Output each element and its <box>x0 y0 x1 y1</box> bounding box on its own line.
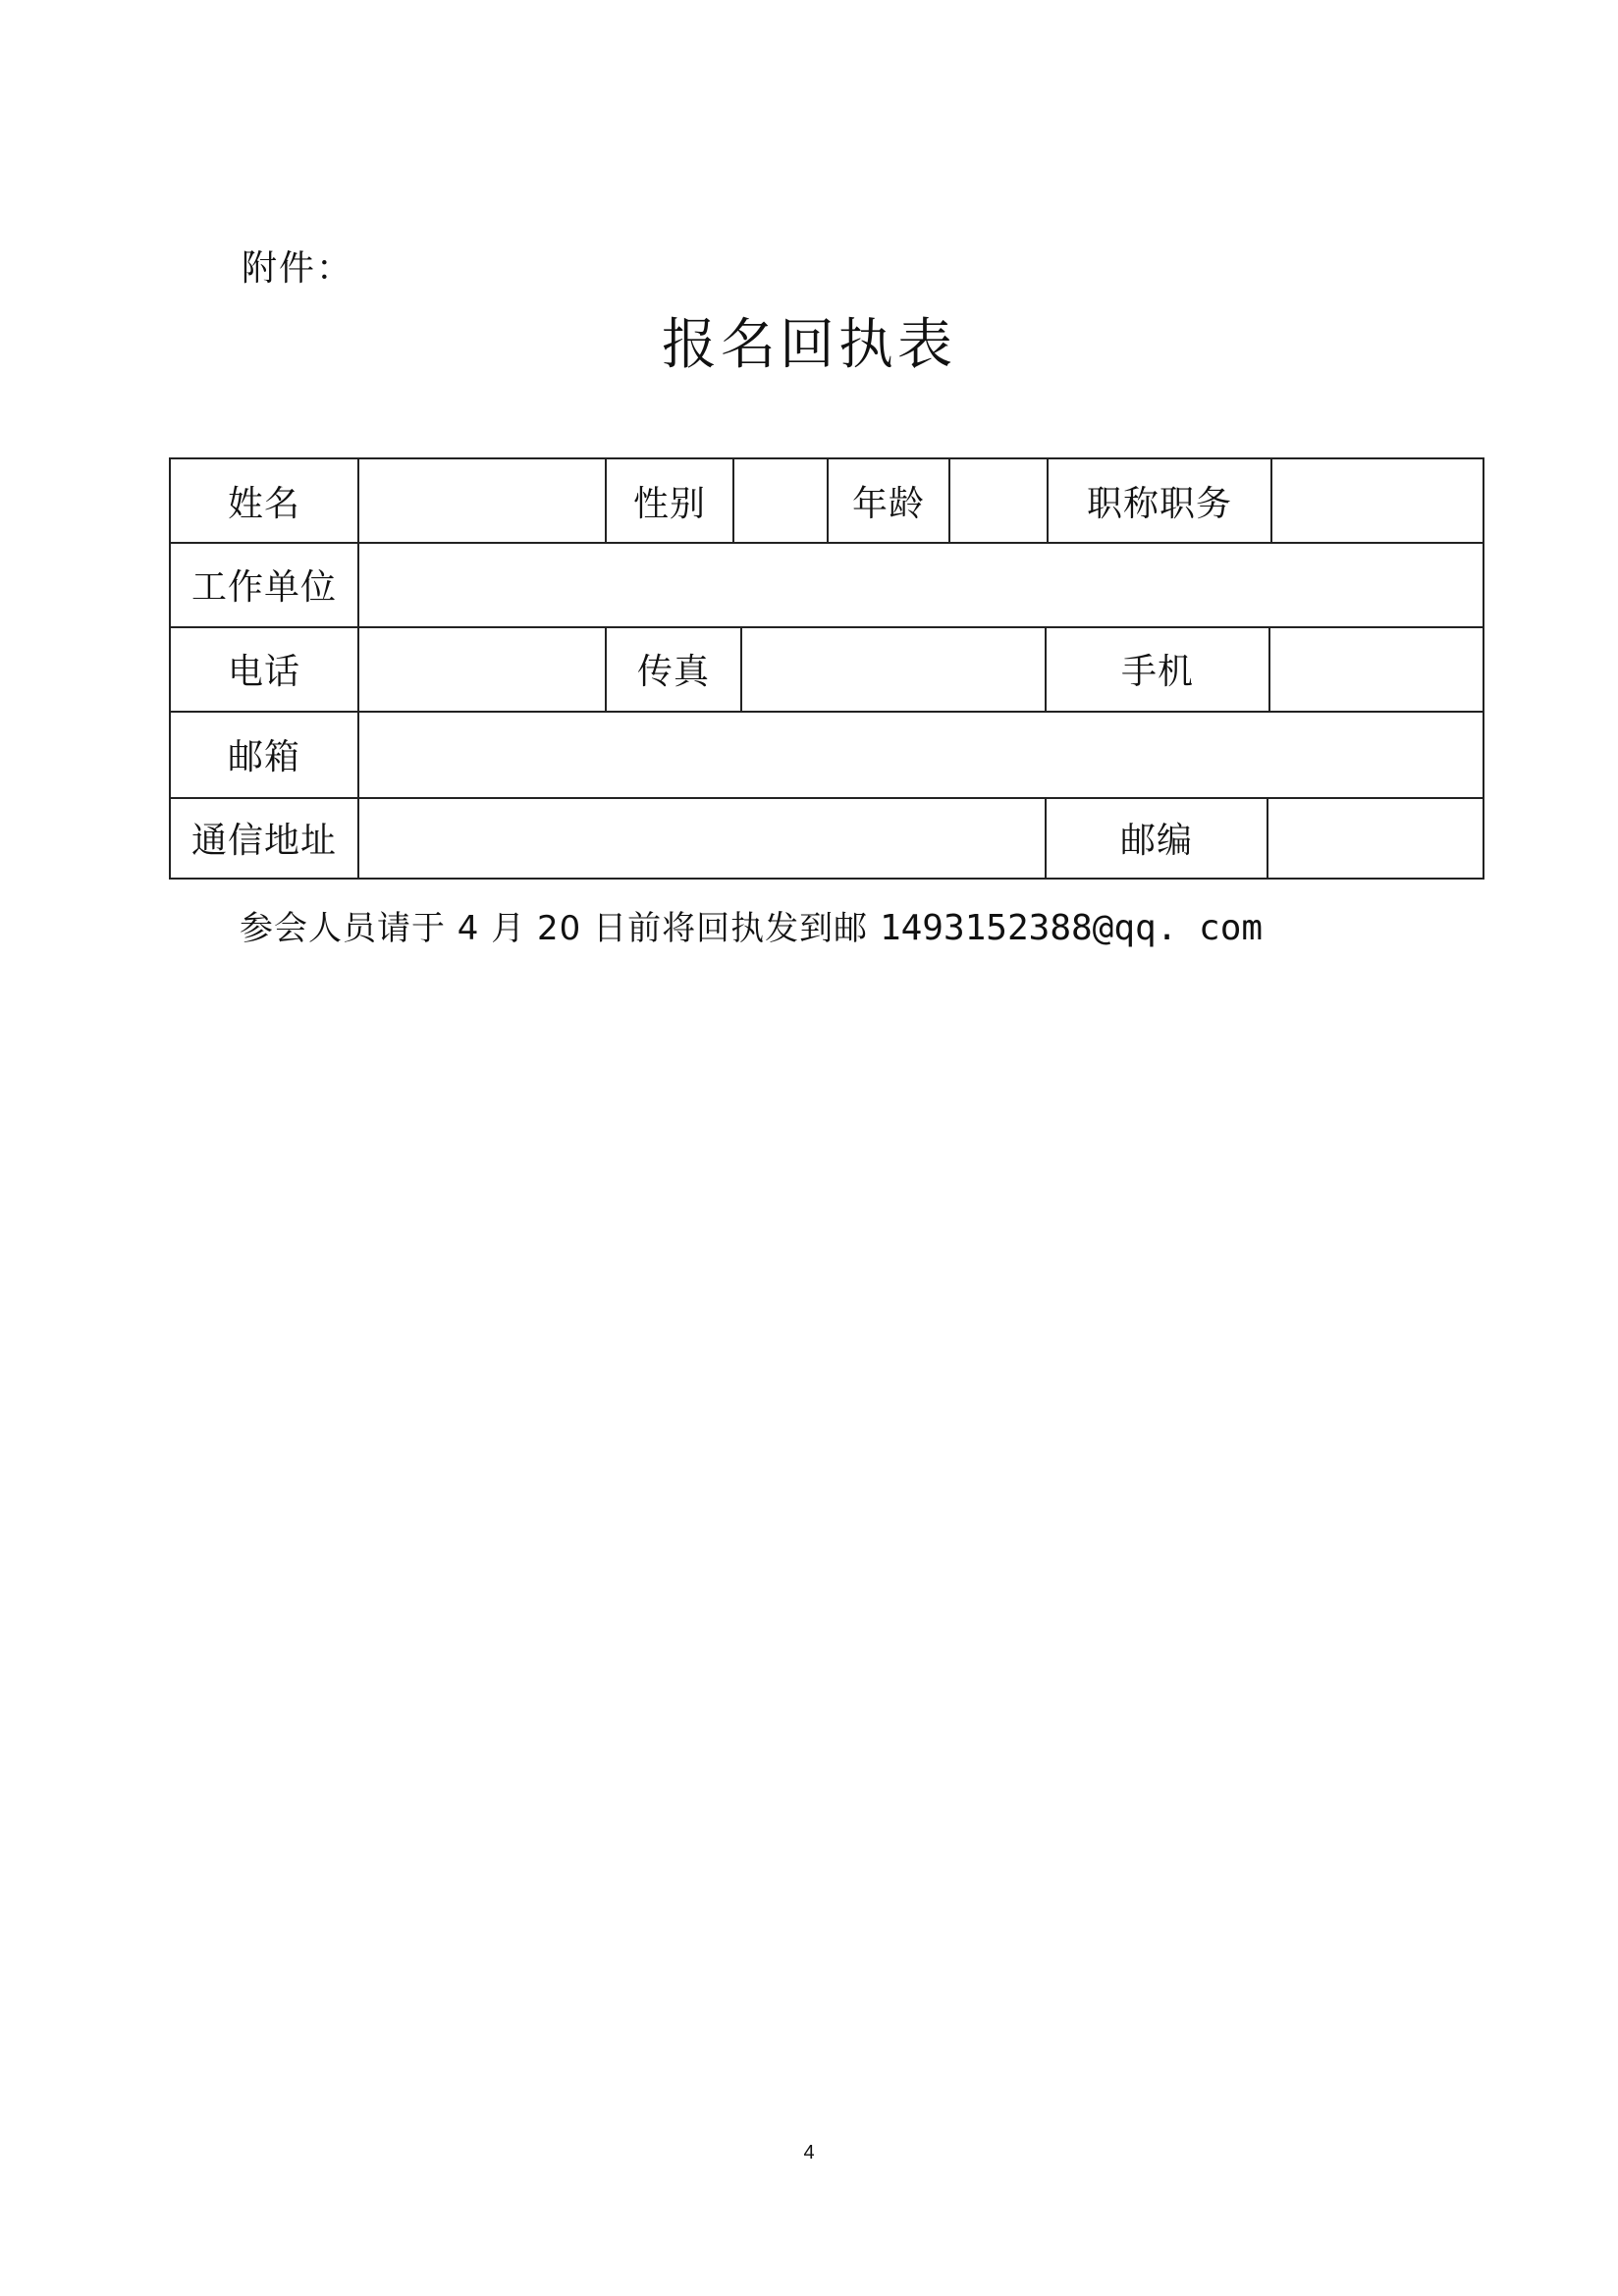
age-field[interactable] <box>950 459 1049 542</box>
address-field[interactable] <box>359 797 1047 878</box>
form-title: 报名回执表 <box>662 313 956 377</box>
form-row-email <box>171 711 1483 799</box>
email-label: 邮箱 <box>171 711 359 797</box>
postcode-field[interactable] <box>1268 797 1483 878</box>
form-row-personal <box>171 459 1483 544</box>
address-label: 通信地址 <box>171 797 359 878</box>
email-field[interactable] <box>359 711 1483 797</box>
title-position-label: 职称职务 <box>1049 459 1272 542</box>
fax-label: 传真 <box>607 626 742 711</box>
mobile-field[interactable] <box>1270 626 1483 711</box>
phone-field[interactable] <box>359 626 607 711</box>
postcode-label: 邮编 <box>1047 797 1268 878</box>
work-unit-field[interactable] <box>359 542 1483 626</box>
submission-note <box>240 907 1263 950</box>
form-row-address <box>171 797 1483 878</box>
fax-field[interactable] <box>742 626 1047 711</box>
page-number: 4 <box>803 2142 815 2163</box>
registration-form-table <box>169 457 1484 880</box>
work-unit-label: 工作单位 <box>171 542 359 626</box>
age-label: 年龄 <box>829 459 950 542</box>
phone-label: 电话 <box>171 626 359 711</box>
name-field[interactable] <box>359 459 607 542</box>
gender-label: 性别 <box>607 459 734 542</box>
title-position-field[interactable] <box>1272 459 1483 542</box>
form-row-contact <box>171 626 1483 713</box>
mobile-label: 手机 <box>1047 626 1270 711</box>
gender-field[interactable] <box>734 459 829 542</box>
name-label: 姓名 <box>171 459 359 542</box>
submission-email[interactable]: 1493152388@qq. com <box>879 908 1264 948</box>
form-row-work-unit <box>171 542 1483 628</box>
submission-note-text: 参会人员请于 4 月 20 日前将回执发到邮 <box>240 909 869 948</box>
attachment-label: 附件： <box>242 248 354 289</box>
